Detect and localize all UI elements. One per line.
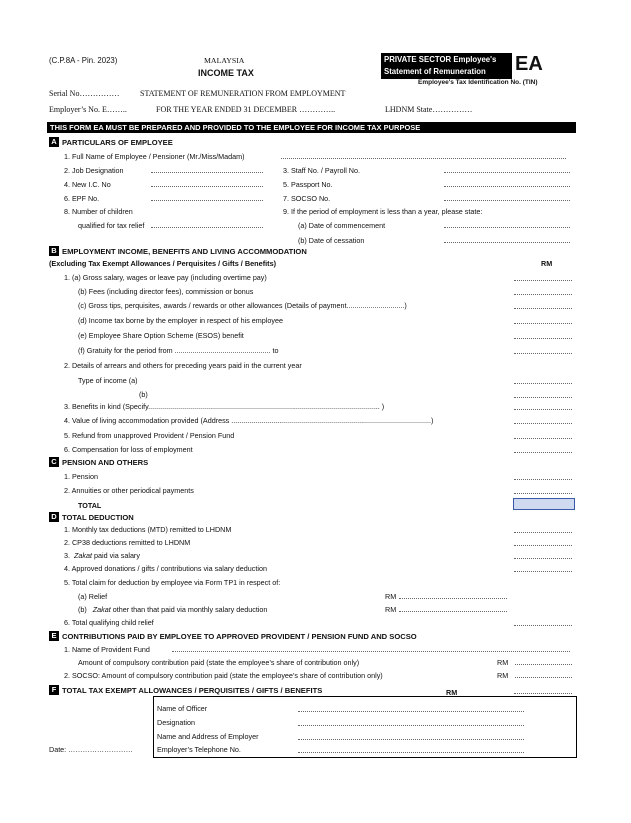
employer-telephone-label: Employer’s Telephone No. (157, 745, 241, 754)
section-e-title: CONTRIBUTIONS PAID BY EMPLOYEE TO APPROVED PROVIDENT / PENSION FUND AND SOCSO (62, 632, 417, 641)
d3-amount[interactable] (514, 558, 572, 559)
b3-label: 3. Benefits in kind (Specify.................................................................................................................... ) (64, 402, 385, 411)
passport-no-label: 5. Passport No. (283, 180, 333, 189)
b4-amount[interactable] (514, 423, 572, 424)
f-rm: RM (446, 688, 458, 697)
b1f-label: (f) Gratuity for the period from ................................................ to (78, 346, 279, 355)
type-of-income-b: (b) (139, 390, 148, 399)
period-label: 9. If the period of employment is less than a year, please state: (283, 207, 483, 216)
b1b-label: (b) Fees (including director fees), commission or bonus (78, 287, 254, 296)
country-label: MALAYSIA (204, 56, 245, 65)
b1e-label: (e) Employee Share Option Scheme (ESOS) benefit (78, 331, 244, 340)
e1-amount-label: Amount of compulsory contribution paid (state the employee’s share of contribution only) (78, 658, 360, 667)
statement-title: STATEMENT OF REMUNERATION FROM EMPLOYMENT (140, 89, 346, 98)
b6-label: 6. Compensation for loss of employment (64, 445, 193, 454)
instruction-banner (47, 122, 576, 133)
d5b-letter: (b) (78, 605, 87, 614)
b3-amount[interactable] (514, 409, 572, 410)
d5a-rm: RM (385, 592, 397, 601)
e1-rm: RM (497, 658, 509, 667)
lhdnm-state: LHDNM State…………… (385, 105, 473, 114)
employer-telephone-field[interactable] (298, 752, 524, 753)
epf-no-field[interactable] (151, 200, 263, 201)
banner-text: THIS FORM EA MUST BE PREPARED AND PROVIDED TO THE EMPLOYEE FOR INCOME TAX PURPOSE (50, 123, 421, 132)
year-ended: FOR THE YEAR ENDED 31 DECEMBER ………….. (156, 105, 336, 114)
d5b-rm: RM (385, 605, 397, 614)
f-amount[interactable] (514, 693, 572, 694)
income-tax-title: INCOME TAX (198, 68, 254, 78)
officer-name-label: Name of Officer (157, 704, 208, 713)
rm-column-header: RM (541, 259, 553, 268)
ic-no-field[interactable] (151, 186, 263, 187)
d2-label: 2. CP38 deductions remitted to LHDNM (64, 538, 191, 547)
section-a-badge: A (49, 137, 59, 147)
section-f-badge: F (49, 685, 59, 695)
d2-amount[interactable] (514, 545, 572, 546)
d5b-label (78, 605, 267, 614)
e1-amount[interactable] (515, 664, 572, 665)
d5b-zakat: Zakat (92, 605, 111, 614)
section-d-title: TOTAL DEDUCTION (62, 513, 134, 522)
children-label-2: qualified for tax relief (78, 221, 145, 230)
b1e-amount[interactable] (514, 338, 572, 339)
section-a-title: PARTICULARS OF EMPLOYEE (62, 138, 173, 147)
d1-label: 1. Monthly tax deductions (MTD) remitted to LHDNM (64, 525, 232, 534)
d6-amount[interactable] (514, 625, 572, 626)
b5-amount[interactable] (514, 438, 572, 439)
d3-label (64, 551, 140, 560)
commencement-field[interactable] (444, 227, 570, 228)
box-line-2: Statement of Remuneration (384, 67, 486, 76)
staff-no-label: 3. Staff No. / Payroll No. (283, 166, 360, 175)
e2-amount[interactable] (515, 677, 572, 678)
employer-name-address-label: Name and Address of Employer (157, 732, 259, 741)
full-name-label: 1. Full Name of Employee / Pensioner (Mr./Miss/Madam) (64, 152, 245, 161)
b6-amount[interactable] (514, 452, 572, 453)
e1-label: 1. Name of Provident Fund (64, 645, 150, 654)
b1a-amount[interactable] (514, 280, 572, 281)
d4-amount[interactable] (514, 571, 572, 572)
d5b-rest: other than that paid via monthly salary deduction (110, 605, 268, 614)
b2-label: 2. Details of arrears and others for preceding years paid in the current year (64, 361, 302, 370)
b5-label: 5. Refund from unapproved Provident / Pension Fund (64, 431, 235, 440)
commencement-label: (a) Date of commencement (298, 221, 386, 230)
b1d-amount[interactable] (514, 323, 572, 324)
b1d-label: (d) Income tax borne by the employer in respect of his employee (78, 316, 283, 325)
b1f-amount[interactable] (514, 353, 572, 354)
employer-no: Employer’s No. E…….. (49, 105, 127, 114)
d5-label: 5. Total claim for deduction by employee via Form TP1 in respect of: (64, 578, 281, 587)
d3-zakat: Zakat (74, 551, 92, 560)
d3-number: 3. (64, 551, 70, 560)
section-e-badge: E (49, 631, 59, 641)
job-designation-label: 2. Job Designation (64, 166, 124, 175)
officer-box (153, 696, 577, 758)
passport-no-field[interactable] (444, 186, 570, 187)
d3-rest: paid via salary (91, 551, 140, 560)
section-b-title: EMPLOYMENT INCOME, BENEFITS AND LIVING ACCOMMODATION (62, 247, 307, 256)
b2a-amount[interactable] (514, 383, 572, 384)
total-amount-box[interactable] (513, 498, 575, 510)
d6-label: 6. Total qualifying child relief (64, 618, 154, 627)
c2-label: 2. Annuities or other periodical payments (64, 486, 194, 495)
staff-no-field[interactable] (444, 172, 570, 173)
c2-amount[interactable] (514, 493, 572, 494)
d5a-amount[interactable] (399, 598, 507, 599)
section-d-badge: D (49, 512, 59, 522)
section-c-badge: C (49, 457, 59, 467)
form-code: (C.P.8A - Pin. 2023) (49, 56, 118, 65)
e2-label: 2. SOCSO: Amount of compulsory contribution paid (state the employee’s share of contribution only) (64, 671, 383, 680)
b1c-label: (c) Gross tips, perquisites, awards / rewards or other allowances (Details of payment.............................) (78, 301, 407, 310)
b4-label: 4. Value of living accommodation provided (Address ....................................................................................................) (64, 416, 434, 425)
section-b-badge: B (49, 246, 59, 256)
d5b-amount[interactable] (399, 611, 507, 612)
form-name: EA (515, 53, 543, 75)
children-field[interactable] (151, 227, 263, 228)
job-designation-field[interactable] (151, 172, 263, 173)
cessation-label: (b) Date of cessation (298, 236, 365, 245)
employer-name-address-field[interactable] (298, 739, 524, 740)
serial-no: Serial No…………… (49, 89, 120, 98)
d4-label: 4. Approved donations / gifts / contributions via salary deduction (64, 564, 267, 573)
b2b-amount[interactable] (514, 397, 572, 398)
box-line-1: PRIVATE SECTOR Employee's (384, 55, 497, 64)
c1-amount[interactable] (514, 479, 572, 480)
officer-designation-field[interactable] (298, 725, 524, 726)
b1a-label: 1. (a) Gross salary, wages or leave pay (including overtime pay) (64, 273, 267, 282)
section-c-title: PENSION AND OTHERS (62, 458, 149, 467)
d1-amount[interactable] (514, 532, 572, 533)
officer-designation-label: Designation (157, 718, 195, 727)
e2-rm: RM (497, 671, 509, 680)
b1b-amount[interactable] (514, 294, 572, 295)
officer-name-field[interactable] (298, 711, 524, 712)
section-f-title: TOTAL TAX EXEMPT ALLOWANCES / PERQUISITES / GIFTS / BENEFITS (62, 686, 323, 695)
type-of-income-a: Type of income (a) (78, 376, 138, 385)
tin-label: Employee's Tax Identification No. (TIN) (418, 79, 538, 86)
section-b-subtitle: (Excluding Tax Exempt Allowances / Perquisites / Gifts / Benefits) (49, 259, 277, 268)
epf-no-label: 6. EPF No. (64, 194, 100, 203)
socso-no-field[interactable] (444, 200, 570, 201)
private-sector-box (381, 53, 512, 79)
cessation-field[interactable] (444, 242, 570, 243)
children-label: 8. Number of children (64, 207, 133, 216)
socso-no-label: 7. SOCSO No. (283, 194, 331, 203)
ic-no-label: 4. New I.C. No (64, 180, 111, 189)
c1-label: 1. Pension (64, 472, 98, 481)
date-field[interactable]: Date: ……………………… (49, 745, 133, 754)
b1c-amount[interactable] (514, 308, 572, 309)
d5a-label: (a) Relief (78, 592, 108, 601)
provident-fund-name-field[interactable] (172, 651, 570, 652)
full-name-field[interactable] (281, 158, 566, 159)
total-label: TOTAL (78, 501, 102, 510)
